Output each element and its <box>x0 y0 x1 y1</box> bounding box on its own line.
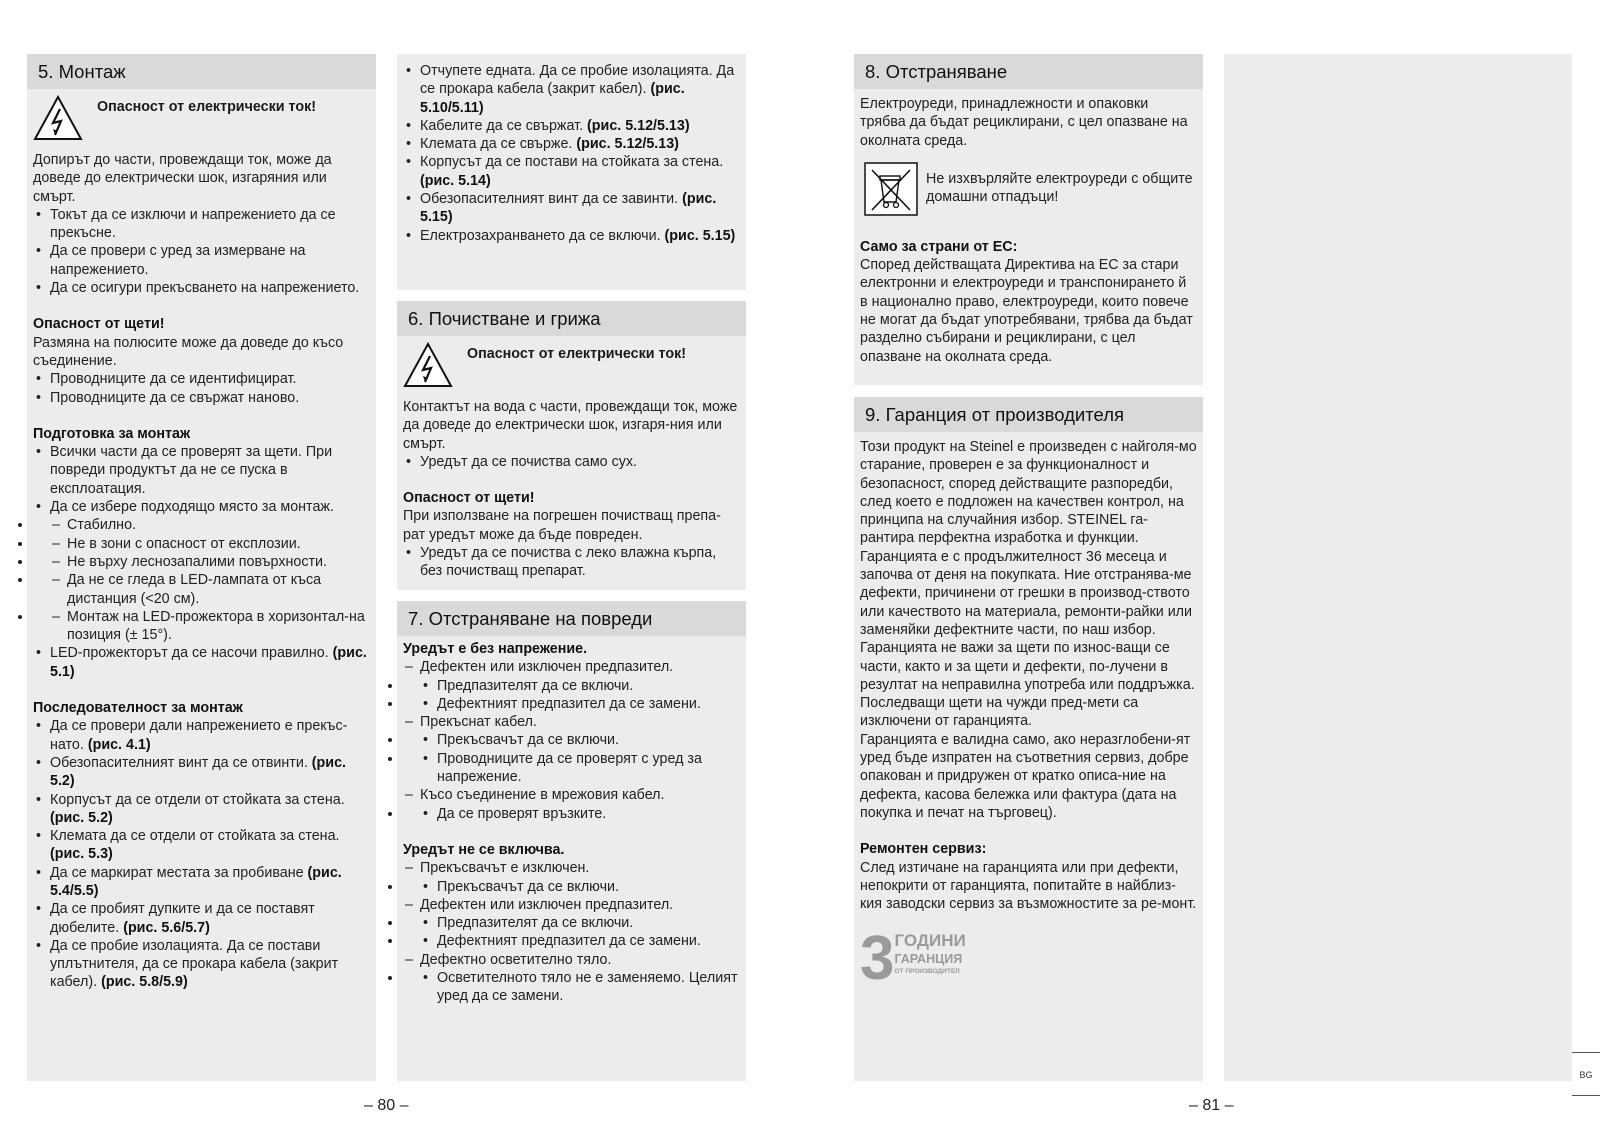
warning-title: Опасност от електрически ток! <box>467 346 686 362</box>
list-subitem: • • Проводниците да се проверят с уред за напрежение. <box>403 750 740 787</box>
list-subitem: • • Предпазителят да се включи. <box>403 914 740 932</box>
list-item: • Корпусът да се отдели от стойката за стена. (рис. 5.2) <box>33 791 370 828</box>
list-item: • Обезопасителният винт да се завинти. (рис. 5.15) <box>403 190 740 227</box>
section-title: 5. Монтаж <box>27 54 376 89</box>
list-item: – Дефектен или изключен предпазител. <box>403 658 740 676</box>
section-troubleshooting <box>397 601 746 1081</box>
list-subitem: – • Не върху леснозапалими повърхности. <box>33 553 370 571</box>
warning-title: Опасност от електрически ток! <box>97 99 316 115</box>
list-subitem: – • Монтаж на LED-прожектора в хоризонтал-на позиция (± 15°). <box>33 608 370 645</box>
list-item: • Да се провери с уред за измерване на напрежението. <box>33 242 370 279</box>
badge-word-warranty: ГАРАНЦИЯ <box>894 952 963 967</box>
list-item: – Късо съединение в мрежовия кабел. <box>403 786 740 804</box>
paragraph: При използване на погрешен почистващ препа-рат уредът може да бъде повреден. <box>403 508 721 543</box>
list-item: • Кабелите да се свържат. (рис. 5.12/5.13) <box>403 117 740 135</box>
section-mounting <box>27 54 376 1081</box>
list-subitem: • • Осветителното тяло не е заменяемо. Целият уред да се замени. <box>403 969 740 1006</box>
page-number-left: – 80 – <box>364 1097 409 1114</box>
warning-block <box>397 336 746 392</box>
list-subitem: – • Да не се гледа в LED-лампата от къса дистанция (<20 см). <box>33 571 370 608</box>
section-warranty <box>854 397 1203 1081</box>
empty-column <box>1224 54 1572 1081</box>
section-mounting-continued <box>397 54 746 290</box>
paragraph: След изтичане на гаранцията или при дефекти, непокрити от гаранцията, попитайте в найблиз-кия заводски сервиз за възможностите за ре-монт. <box>860 859 1197 913</box>
list-item: • Отчупете едната. Да се пробие изолацията. Да се прокара кабела (закрит кабел). (рис. 5.10/5.11) <box>403 62 740 117</box>
badge-number: 3 <box>860 924 893 994</box>
list-subitem: – • Стабилно. <box>33 516 370 534</box>
paragraph: Според действащата Директива на ЕС за стари електронни и електроуреди и транспонирането й в национално право, електроуреди, които повече не могат да бъдат употребявани, трябва да бъдат разделно събирани и рециклирани, с цел опазване на околната среда. <box>860 257 1193 365</box>
list-item: • Проводниците да се свържат наново. <box>33 389 370 407</box>
electric-hazard-icon <box>403 342 453 388</box>
list-item: • Клемата да се свърже. (рис. 5.12/5.13) <box>403 135 740 153</box>
list-subitem: • • Да се проверят връзките. <box>403 805 740 823</box>
list-item: • Да се избере подходящо място за монтаж. <box>33 498 370 516</box>
section-title: 7. Отстраняване на повреди <box>397 601 746 636</box>
electric-hazard-icon <box>33 95 83 141</box>
list-subitem: • • Предпазителят да се включи. <box>403 677 740 695</box>
subheading: Само за страни от ЕС: <box>860 238 1018 255</box>
list-item: • Електрозахранването да се включи. (рис. 5.15) <box>403 227 740 245</box>
list-item: – Прекъснат кабел. <box>403 713 740 731</box>
section-disposal <box>854 54 1203 385</box>
warning-text: Допирът до части, провеждащи ток, може да доведе до електрически шок, изгаряния или смърт. <box>33 152 332 205</box>
list-item: • Да се провери дали напрежението е прекъс-нато. (рис. 4.1) <box>33 717 370 754</box>
language-tab: BG <box>1572 1052 1600 1096</box>
list-item: – Прекъсвачът е изключен. <box>403 859 740 877</box>
warning-text: Контактът на вода с части, провеждащи ток, може да доведе до електрически шок, изгаря-ния или смърт. <box>403 399 738 452</box>
paragraph: Размяна на полюсите може да доведе до късо съединение. <box>33 334 344 369</box>
list-item: • Всички части да се проверят за щети. При повреди продуктът да не се пуска в експлоатация. <box>33 443 370 498</box>
list-item: – Дефектен или изключен предпазител. <box>403 896 740 914</box>
section-title: 8. Отстраняване <box>854 54 1203 89</box>
list-subitem: • • Прекъсвачът да се включи. <box>403 878 740 896</box>
list-item: • Проводниците да се идентифицират. <box>33 370 370 388</box>
subheading: Ремонтен сервиз: <box>860 841 987 858</box>
list-item: • Клемата да се отдели от стойката за стена. (рис. 5.3) <box>33 827 370 864</box>
weee-block <box>860 162 1197 228</box>
subheading: Опасност от щети! <box>33 316 165 333</box>
subheading: Подготовка за монтаж <box>33 425 191 442</box>
list-item: • Обезопасителният винт да се отвинти. (рис. 5.2) <box>33 754 370 791</box>
list-subitem: • • Дефектният предпазител да се замени. <box>403 932 740 950</box>
list-item: • Да се пробият дупките и да се поставят дюбелите. (рис. 5.6/5.7) <box>33 900 370 937</box>
list-item: – Дефектно осветително тяло. <box>403 951 740 969</box>
list-item: • Да се пробие изолацията. Да се постави уплътнителя, да се прокара кабела (закрит кабел). (рис. 5.8/5.9) <box>33 937 370 992</box>
list-subitem: • • Дефектният предпазител да се замени. <box>403 695 740 713</box>
badge-word-manufacturer: ОТ ПРОИЗВОДИТЕЛ <box>894 968 960 976</box>
paragraph: Електроуреди, принадлежности и опаковки трябва да бъдат рециклирани, с цел опазване на околната среда. <box>860 96 1188 149</box>
list-item: • Токът да се изключи и напрежението да се прекъсне. <box>33 206 370 243</box>
crossed-bin-icon <box>864 162 918 216</box>
list-item: • Уредът да се почиства с леко влажна кърпа, без почистващ препарат. <box>403 544 740 581</box>
page-number-right: – 81 – <box>1189 1097 1234 1114</box>
list-item: • Корпусът да се постави на стойката за стена. (рис. 5.14) <box>403 153 740 190</box>
subheading: Последователност за монтаж <box>33 700 243 717</box>
subheading: Уредът е без напрежение. <box>403 641 588 657</box>
list-item: • Да се маркират местата за пробиване (рис. 5.4/5.5) <box>33 864 370 901</box>
section-title: 9. Гаранция от производителя <box>854 397 1203 432</box>
subheading: Опасност от щети! <box>403 490 535 507</box>
list-subitem: – • Не в зони с опасност от експлозии. <box>33 535 370 553</box>
section-title: 6. Почистване и грижа <box>397 301 746 336</box>
badge-word-years: ГОДИНИ <box>894 931 966 951</box>
list-subitem: • • Прекъсвачът да се включи. <box>403 731 740 749</box>
paragraph: Този продукт на Steinel е произведен с найголя-мо старание, проверен е за функционалност и безопасност, според действащите разпоредби, след което е подложен на качествен контрол, на принципа на случайния избор. STEINEL га-рантира перфектна изработка и функции. Гаранцията е с продължителност 36 месеца и започва от деня на покупката. Ние отстранява-ме дефекти, причинени от грешки в производ-ството или качеството на материала, ремонти-райки или заменяйки дефектните части, по наш избор. Гаранцията не важи за щети по износ-ващи се части, както и за щети и дефекти, по-лучени в резултат на неправилна употреба или поддръжка. Последващи щети на чужди пред-мети са изключени от гаранцията. <box>860 439 1197 730</box>
list-item: • Да се осигури прекъсването на напрежението. <box>33 279 370 297</box>
list-item: • LED-прожекторът да се насочи правилно. (рис. 5.1) <box>33 644 370 681</box>
subheading: Уредът не се включва. <box>403 841 565 858</box>
section-cleaning <box>397 301 746 590</box>
list-item: • Уредът да се почиства само сух. <box>403 453 740 471</box>
warning-block <box>27 89 376 145</box>
warranty-badge <box>860 924 1197 994</box>
paragraph: Гаранцията е валидна само, ако неразглобени-ят уред бъде изпратен на съответния сервиз, добре опакован и придружен от кратко описа-ние на дефекта, касова бележка или фактура (дата на покупка и печат на търговец). <box>860 731 1191 821</box>
weee-text: Не изхвърляйте електроуреди с общите домашни отпадъци! <box>926 170 1193 206</box>
